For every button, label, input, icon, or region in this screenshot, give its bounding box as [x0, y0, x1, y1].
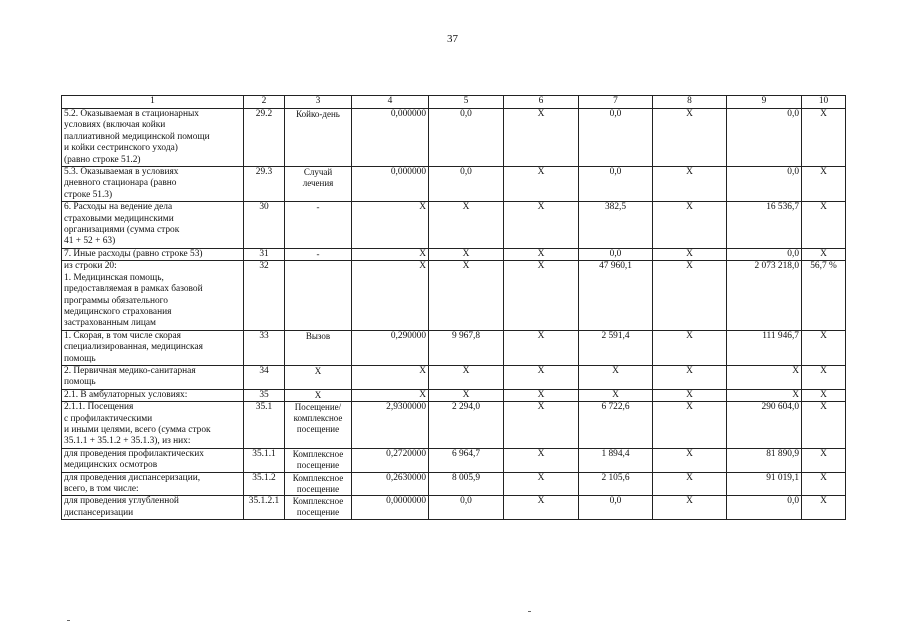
row-norm: 0,2630000 — [352, 472, 429, 496]
row-share: X — [802, 330, 846, 365]
row-col8: X — [653, 496, 727, 520]
table-row — [62, 167, 846, 202]
row-norm: 0,000000 — [352, 167, 429, 202]
row-norm: 2,9300000 — [352, 402, 429, 449]
row-share: X — [802, 402, 846, 449]
row-share: X — [802, 167, 846, 202]
row-unit: X — [285, 365, 352, 389]
row-unit: - — [285, 248, 352, 260]
row-total: 81 890,9 — [727, 448, 802, 472]
row-unit: - — [285, 202, 352, 249]
row-per-capita: 0,0 — [579, 167, 653, 202]
row-total: 2 073 218,0 — [727, 261, 802, 330]
row-per-capita: 47 960,1 — [579, 261, 653, 330]
row-col8: X — [653, 389, 727, 401]
row-norm: 0,2720000 — [352, 448, 429, 472]
row-share: X — [802, 448, 846, 472]
column-header: 4 — [352, 96, 429, 109]
table-row — [62, 402, 846, 449]
row-code: 29.3 — [244, 167, 285, 202]
table-row — [62, 389, 846, 401]
row-share: 56,7 % — [802, 261, 846, 330]
row-cost: 8 005,9 — [429, 472, 504, 496]
table-row — [62, 109, 846, 167]
row-unit: Койко-день — [285, 109, 352, 167]
row-norm: 0,290000 — [352, 330, 429, 365]
row-col6: X — [504, 365, 579, 389]
row-col8: X — [653, 472, 727, 496]
row-col8: X — [653, 402, 727, 449]
row-description: для проведения профилактических медицинских осмотров — [62, 448, 244, 472]
row-unit: Комплексное посещение — [285, 496, 352, 520]
row-unit: Вызов — [285, 330, 352, 365]
row-norm: 0,000000 — [352, 109, 429, 167]
row-cost: 0,0 — [429, 109, 504, 167]
row-col6: X — [504, 330, 579, 365]
column-header: 7 — [579, 96, 653, 109]
table-header-row — [62, 96, 846, 109]
row-unit: Комплексное посещение — [285, 448, 352, 472]
table-row — [62, 448, 846, 472]
page-number: 37 — [447, 33, 458, 45]
row-total: X — [727, 389, 802, 401]
row-description: 2.1. В амбулаторных условиях: — [62, 389, 244, 401]
row-code: 33 — [244, 330, 285, 365]
row-norm: X — [352, 261, 429, 330]
column-header: 9 — [727, 96, 802, 109]
table-row — [62, 248, 846, 260]
column-header: 10 — [802, 96, 846, 109]
row-per-capita: X — [579, 365, 653, 389]
row-norm: X — [352, 365, 429, 389]
row-per-capita: 2 591,4 — [579, 330, 653, 365]
row-share: X — [802, 496, 846, 520]
row-code: 35.1.2 — [244, 472, 285, 496]
row-col8: X — [653, 365, 727, 389]
row-per-capita: 0,0 — [579, 496, 653, 520]
row-per-capita: 1 894,4 — [579, 448, 653, 472]
row-col6: X — [504, 448, 579, 472]
row-total: 0,0 — [727, 496, 802, 520]
row-unit: Случай лечения — [285, 167, 352, 202]
column-header: 5 — [429, 96, 504, 109]
row-description: 1. Скорая, в том числе скорая специализированная, медицинская помощь — [62, 330, 244, 365]
row-col8: X — [653, 167, 727, 202]
row-col6: X — [504, 389, 579, 401]
row-col8: X — [653, 448, 727, 472]
row-description: 7. Иные расходы (равно строке 53) — [62, 248, 244, 260]
row-norm: X — [352, 202, 429, 249]
row-col6: X — [504, 261, 579, 330]
row-norm: 0,0000000 — [352, 496, 429, 520]
column-header: 1 — [62, 96, 244, 109]
row-description: для проведения углубленной диспансеризации — [62, 496, 244, 520]
row-code: 35.1 — [244, 402, 285, 449]
row-unit — [285, 261, 352, 330]
row-description: 5.2. Оказываемая в стационарных условиях (включая койки паллиативной медицинской помощи и койки сестринского ухода) (равно строке 51.2) — [62, 109, 244, 167]
row-share: X — [802, 109, 846, 167]
row-total: X — [727, 365, 802, 389]
row-code: 30 — [244, 202, 285, 249]
row-description: для проведения диспансеризации, всего, в том числе: — [62, 472, 244, 496]
row-description: 6. Расходы на ведение дела страховыми медицинскими организациями (сумма строк 41 + 52 + 63) — [62, 202, 244, 249]
table-row — [62, 261, 846, 330]
row-col6: X — [504, 402, 579, 449]
row-per-capita: X — [579, 389, 653, 401]
row-cost: X — [429, 261, 504, 330]
row-col8: X — [653, 330, 727, 365]
table-row — [62, 496, 846, 520]
row-description: 2.1.1. Посещения с профилактическими и иными целями, всего (сумма строк 35.1.1 + 35.1.2 + 35.1.3), из них: — [62, 402, 244, 449]
row-cost: 0,0 — [429, 496, 504, 520]
row-col8: X — [653, 261, 727, 330]
column-header: 3 — [285, 96, 352, 109]
report-table — [61, 95, 846, 520]
row-code: 29.2 — [244, 109, 285, 167]
row-total: 0,0 — [727, 109, 802, 167]
row-unit: X — [285, 389, 352, 401]
row-col8: X — [653, 202, 727, 249]
column-header: 8 — [653, 96, 727, 109]
row-norm: X — [352, 389, 429, 401]
row-cost: 2 294,0 — [429, 402, 504, 449]
row-unit: Комплексное посещение — [285, 472, 352, 496]
row-per-capita: 0,0 — [579, 248, 653, 260]
row-cost: 9 967,8 — [429, 330, 504, 365]
row-cost: 6 964,7 — [429, 448, 504, 472]
row-share: X — [802, 472, 846, 496]
row-description: из строки 20: 1. Медицинская помощь, предоставляемая в рамках базовой программы обязательного медицинского страхования застрахованным лицам — [62, 261, 244, 330]
row-code: 35 — [244, 389, 285, 401]
row-share: X — [802, 202, 846, 249]
row-total: 91 019,1 — [727, 472, 802, 496]
row-total: 111 946,7 — [727, 330, 802, 365]
row-total: 290 604,0 — [727, 402, 802, 449]
row-description: 2. Первичная медико-санитарная помощь — [62, 365, 244, 389]
column-header: 2 — [244, 96, 285, 109]
row-norm: X — [352, 248, 429, 260]
row-share: X — [802, 365, 846, 389]
row-description: 5.3. Оказываемая в условиях дневного стационара (равно строке 51.3) — [62, 167, 244, 202]
row-total: 0,0 — [727, 248, 802, 260]
row-per-capita: 0,0 — [579, 109, 653, 167]
scan-mark — [67, 620, 70, 621]
row-col6: X — [504, 248, 579, 260]
table-row — [62, 472, 846, 496]
row-code: 31 — [244, 248, 285, 260]
row-total: 16 536,7 — [727, 202, 802, 249]
row-per-capita: 2 105,6 — [579, 472, 653, 496]
row-cost: X — [429, 389, 504, 401]
row-col8: X — [653, 248, 727, 260]
row-share: X — [802, 389, 846, 401]
row-code: 35.1.1 — [244, 448, 285, 472]
row-col8: X — [653, 109, 727, 167]
column-header: 6 — [504, 96, 579, 109]
row-total: 0,0 — [727, 167, 802, 202]
row-col6: X — [504, 167, 579, 202]
table-row — [62, 202, 846, 249]
row-per-capita: 6 722,6 — [579, 402, 653, 449]
row-cost: X — [429, 365, 504, 389]
row-share: X — [802, 248, 846, 260]
row-unit: Посещение/ комплексное посещение — [285, 402, 352, 449]
row-col6: X — [504, 496, 579, 520]
row-col6: X — [504, 472, 579, 496]
row-cost: X — [429, 248, 504, 260]
table-row — [62, 365, 846, 389]
table-row — [62, 330, 846, 365]
row-code: 34 — [244, 365, 285, 389]
scan-mark — [528, 611, 531, 612]
row-code: 32 — [244, 261, 285, 330]
row-cost: X — [429, 202, 504, 249]
row-col6: X — [504, 202, 579, 249]
row-per-capita: 382,5 — [579, 202, 653, 249]
row-col6: X — [504, 109, 579, 167]
row-cost: 0,0 — [429, 167, 504, 202]
row-code: 35.1.2.1 — [244, 496, 285, 520]
